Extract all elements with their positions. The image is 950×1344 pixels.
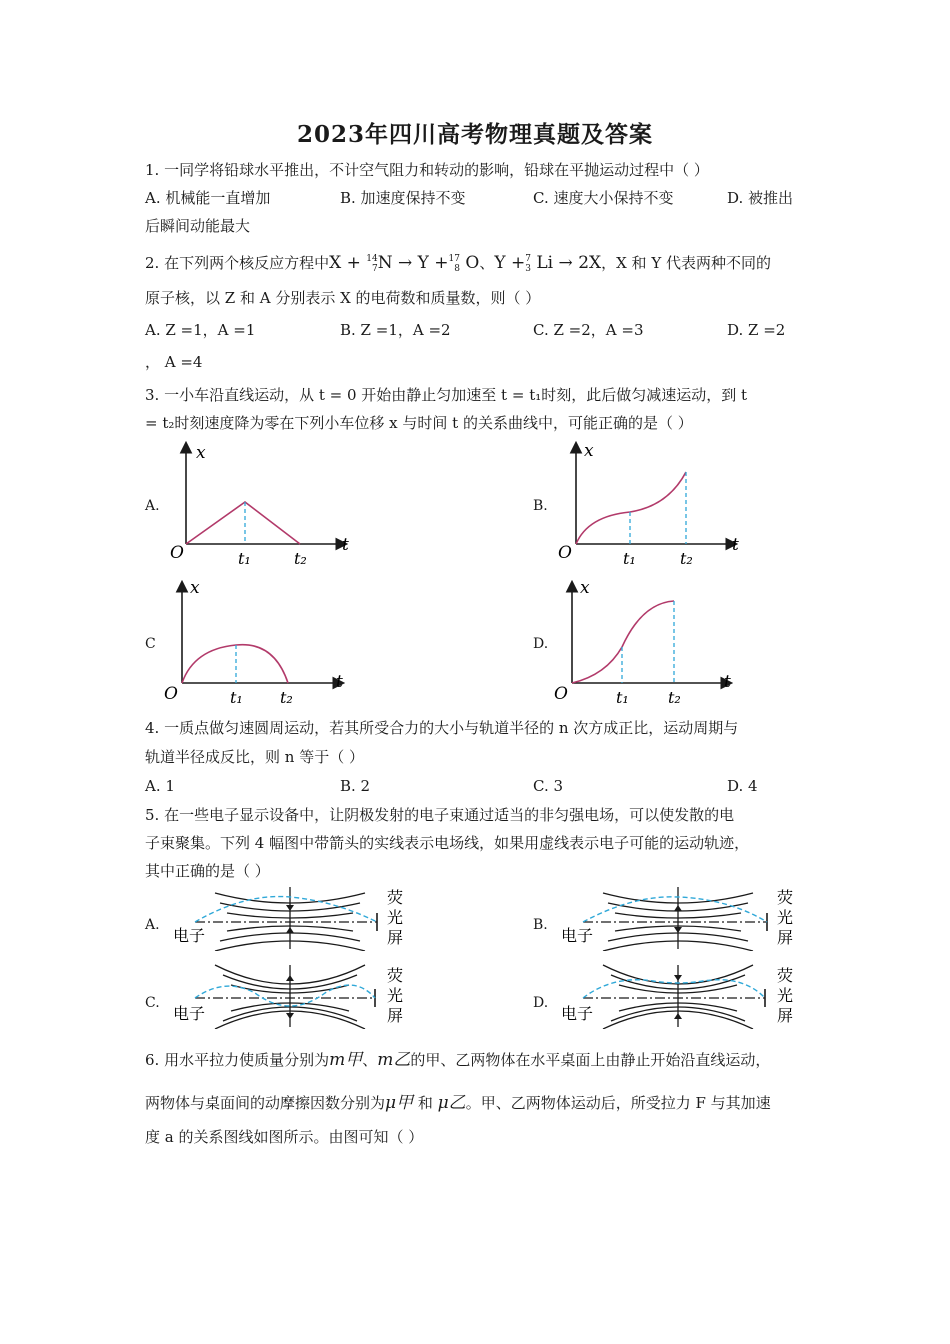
- q1-option-a: A. 机械能一直增加: [145, 189, 271, 207]
- q1-option-d: D. 被推出: [727, 189, 794, 207]
- svg-text:光: 光: [387, 908, 404, 927]
- q2-option-d: D. Z =2: [727, 321, 786, 339]
- q5-diagram-b: [553, 885, 803, 951]
- q2-stem-prefix: 2. 在下列两个核反应方程中: [145, 254, 330, 272]
- q6-stem-line1: 6. 用水平拉力使质量分别为m甲、m乙的甲、乙两物体在水平桌面上由静止开始沿直线运动，: [145, 1050, 771, 1070]
- graph-a-origin: O: [170, 543, 184, 563]
- graph-b-t-label: t: [732, 535, 739, 555]
- q2-option-a: A. Z =1，A =1: [145, 321, 256, 339]
- q6-mass-yi: m乙: [377, 1050, 411, 1070]
- q6-stem-line2: 两物体与桌面间的动摩擦因数分别为μ甲 和 μ乙。甲、乙两物体运动后，所受拉力 F 与其加速: [145, 1093, 771, 1113]
- q3-label-c: C: [145, 636, 156, 652]
- q5-label-d: D.: [533, 995, 549, 1011]
- graph-a-t1: t₁: [238, 549, 251, 568]
- q4-option-d: D. 4: [727, 777, 758, 795]
- svg-text:光: 光: [777, 908, 794, 927]
- svg-text:荧: 荧: [387, 966, 404, 985]
- diagram-c-electron: 电子: [173, 1004, 206, 1023]
- q5-label-c: C.: [145, 995, 160, 1011]
- svg-text:光: 光: [387, 986, 404, 1005]
- q5-diagram-c: [165, 963, 415, 1029]
- q6-mass-jia: m甲: [329, 1050, 363, 1070]
- q2-stem-line1: [145, 253, 771, 274]
- q5-stem-line2: 子束聚集。下列 4 幅图中带箭头的实线表示电场线，如果用虚线表示电子可能的运动轨迹，: [145, 834, 750, 852]
- graph-d-x-label: x: [580, 578, 590, 598]
- graph-d-t1: t₁: [616, 688, 629, 705]
- graph-c-origin: O: [164, 684, 178, 704]
- q3-graph-d: [550, 575, 750, 705]
- q6-mu-jia: μ甲: [385, 1093, 414, 1113]
- q1-option-d-continued: 后瞬间动能最大: [145, 217, 251, 235]
- q2-stem-suffix: ，X 和 Y 代表两种不同的: [601, 254, 771, 272]
- graph-b-x-label: x: [584, 441, 594, 461]
- q5-label-a: A.: [145, 917, 160, 933]
- graph-a-t2: t₂: [294, 549, 307, 568]
- q2-option-c: C. Z =2，A =3: [533, 321, 644, 339]
- q3-graph-c: [160, 575, 360, 705]
- q5-label-b: B.: [533, 917, 548, 933]
- q5-diagram-a: [165, 885, 415, 951]
- graph-a-t-label: t: [342, 535, 349, 555]
- q6-mu-yi: μ乙: [437, 1093, 466, 1113]
- q2-separator: 、: [479, 254, 495, 272]
- svg-text:光: 光: [777, 986, 794, 1005]
- q5-diagram-d: [553, 963, 803, 1029]
- q2-equation-1: X + 14 7N → Y +17 8 O: [329, 253, 480, 274]
- q4-option-a: A. 1: [145, 777, 175, 795]
- q6-stem-line3: 度 a 的关系图线如图所示。由图可知（ ）: [145, 1128, 424, 1146]
- svg-text:荧: 荧: [777, 888, 794, 907]
- q3-label-d: D.: [533, 636, 549, 652]
- graph-c-t1: t₁: [230, 688, 243, 705]
- diagram-d-electron: 电子: [561, 1004, 594, 1023]
- q2-equation-2: Y +7 3 Li → 2X: [494, 253, 602, 274]
- q1-option-b: B. 加速度保持不变: [340, 189, 466, 207]
- graph-a-x-label: x: [196, 443, 206, 463]
- q3-graph-a: [160, 440, 360, 570]
- diagram-a-electron: 电子: [173, 926, 206, 945]
- graph-d-t2: t₂: [668, 688, 681, 705]
- graph-b-t2: t₂: [680, 549, 693, 568]
- graph-d-origin: O: [554, 684, 568, 704]
- q4-option-c: C. 3: [533, 777, 564, 795]
- graph-b-origin: O: [558, 543, 572, 563]
- svg-text:屏: 屏: [387, 1006, 404, 1025]
- q2-stem-line2: 原子核，以 Z 和 A 分别表示 X 的电荷数和质量数，则（ ）: [145, 289, 541, 307]
- q5-stem-line1: 5. 在一些电子显示设备中，让阴极发射的电子束通过适当的非匀强电场，可以使发散的电: [145, 806, 735, 824]
- page-title: 2023年四川高考物理真题及答案: [296, 121, 653, 148]
- graph-d-t-label: t: [724, 672, 731, 692]
- svg-text:屏: 屏: [777, 1006, 794, 1025]
- q1-stem: 1. 一同学将铅球水平推出，不计空气阻力和转动的影响，铅球在平抛运动过程中（ ）: [145, 161, 709, 179]
- q3-label-b: B.: [533, 498, 548, 514]
- q1-option-c: C. 速度大小保持不变: [533, 189, 674, 207]
- q4-stem-line2: 轨道半径成反比，则 n 等于（ ）: [145, 748, 364, 766]
- q4-option-b: B. 2: [340, 777, 371, 795]
- q5-stem-line3: 其中正确的是（ ）: [145, 862, 270, 880]
- q3-stem-line2: = t₂时刻速度降为零在下列小车位移 x 与时间 t 的关系曲线中，可能正确的是（ ）: [145, 414, 693, 432]
- q3-graph-b: [550, 440, 750, 570]
- q3-stem-line1: 3. 一小车沿直线运动，从 t = 0 开始由静止匀加速至 t = t₁时刻，此后做匀减速运动，到 t: [145, 386, 748, 404]
- q2-option-b: B. Z =1，A =2: [340, 321, 451, 339]
- svg-text:屏: 屏: [387, 928, 404, 947]
- graph-c-x-label: x: [190, 578, 200, 598]
- diagram-b-electron: 电子: [561, 926, 594, 945]
- graph-c-t-label: t: [336, 672, 343, 692]
- q4-stem-line1: 4. 一质点做匀速圆周运动，若其所受合力的大小与轨道半径的 n 次方成正比，运动周期与: [145, 719, 739, 737]
- svg-text:荧: 荧: [777, 966, 794, 985]
- svg-text:屏: 屏: [777, 928, 794, 947]
- graph-b-t1: t₁: [623, 549, 636, 568]
- graph-c-t2: t₂: [280, 688, 293, 705]
- svg-text:荧: 荧: [387, 888, 404, 907]
- q3-label-a: A.: [145, 498, 160, 514]
- q2-option-d-continued: ， A =4: [145, 353, 203, 371]
